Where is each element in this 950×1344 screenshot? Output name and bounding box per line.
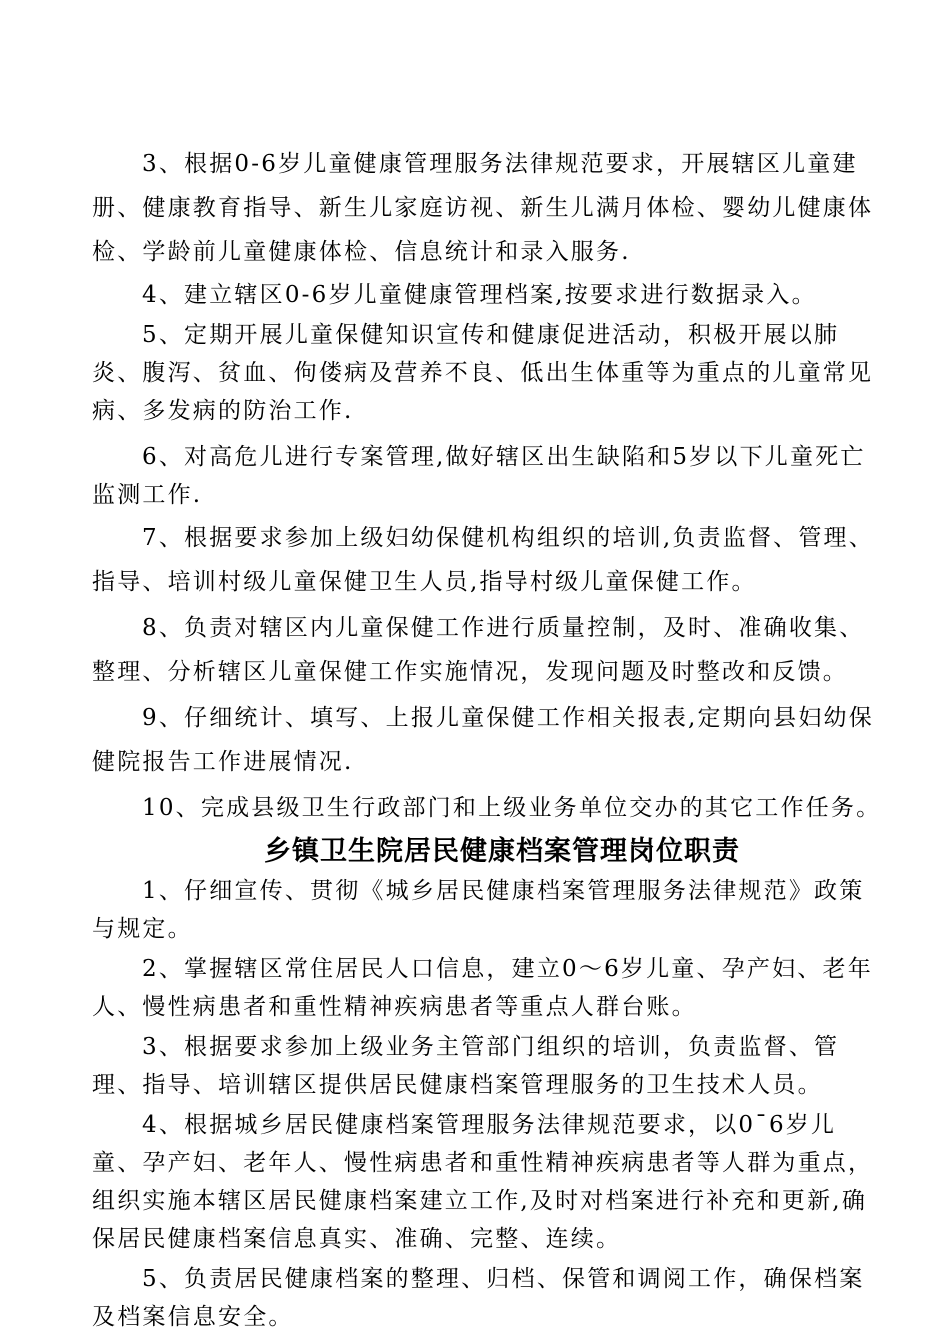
paragraph-item-6: 6、对高危儿进行专案管理,做好辖区出生缺陷和5岁以下儿童死亡监测工作. xyxy=(92,444,866,508)
paragraph-item-4: 4、建立辖区0-6岁儿童健康管理档案,按要求进行数据录入。 xyxy=(142,282,817,308)
paragraph-item-10: 10、完成县级卫生行政部门和上级业务单位交办的其它工作任务。 xyxy=(142,795,882,821)
records-item-5: 5、负责居民健康档案的整理、归档、保管和调阅工作，确保档案及档案信息安全。 xyxy=(92,1266,865,1330)
paragraph-item-7: 7、根据要求参加上级妇幼保健机构组织的培训,负责监督、管理、指导、培训村级儿童保健卫生人员,指导村级儿童保健工作。 xyxy=(92,525,874,595)
paragraph-item-9: 9、仔细统计、填写、上报儿童保健工作相关报表,定期向县妇幼保健院报告工作进展情况. xyxy=(92,705,874,775)
document-body xyxy=(92,142,882,1336)
section-title: 乡镇卫生院居民健康档案管理岗位职责 xyxy=(264,836,740,867)
records-item-2: 2、掌握辖区常住居民人口信息，建立0～6岁儿童、孕产妇、老年人、慢性病患者和重性精神疾病患者等重点人群台账。 xyxy=(92,956,873,1020)
paragraph-item-8: 8、负责对辖区内儿童保健工作进行质量控制，及时、准确收集、整理、分析辖区儿童保健工作实施情况，发现问题及时整改和反馈。 xyxy=(92,615,865,685)
paragraph-item-3: 3、根据0-6岁儿童健康管理服务法律规范要求，开展辖区儿童建册、健康教育指导、新生儿家庭访视、新生儿满月体检、婴幼儿健康体检、学龄前儿童健康体检、信息统计和录入服务. xyxy=(92,151,874,265)
records-item-1: 1、仔细宣传、贯彻《城乡居民健康档案管理服务法律规范》政策与规定。 xyxy=(92,878,865,942)
paragraph-item-5: 5、定期开展儿童保健知识宣传和健康促进活动，积极开展以肺炎、腹泻、贫血、佝偻病及营养不良、低出生体重等为重点的儿童常见病、多发病的防治工作. xyxy=(92,322,874,424)
records-item-4: 4、根据城乡居民健康档案管理服务法律规范要求，以0¯6岁儿童、孕产妇、老年人、慢性病患者和重性精神疾病患者等人群为重点，组织实施本辖区居民健康档案建立工作,及时对档案进行补充和更新,确保居民健康档案信息真实、准确、完整、连续。 xyxy=(92,1112,874,1252)
records-item-3: 3、根据要求参加上级业务主管部门组织的培训，负责监督、管理、指导、培训辖区提供居民健康档案管理服务的卫生技术人员。 xyxy=(92,1034,840,1098)
